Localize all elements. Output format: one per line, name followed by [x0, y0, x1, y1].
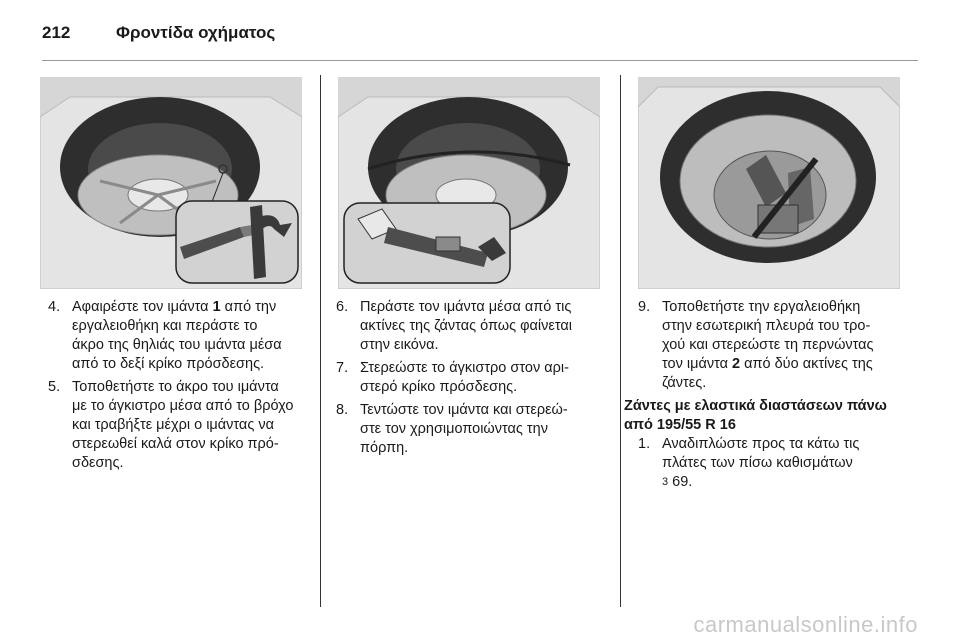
step-6	[336, 298, 612, 355]
page-reference[interactable]	[662, 473, 914, 493]
step-text: ζάντες.	[662, 375, 707, 391]
step-number: 8.	[336, 402, 349, 418]
section-heading-line: Ζάντες με ελαστικά διαστάσεων πάνω	[624, 398, 887, 414]
step-text: Τεντώστε τον ιμάντα και στερεώ-	[360, 402, 568, 418]
step-number: 1.	[638, 436, 651, 452]
step-text: Στερεώστε το άγκιστρο στον αρι-	[360, 360, 569, 376]
callout-number: 2	[732, 356, 741, 372]
step-text: από το δεξί κρίκο πρόσδεσης.	[72, 356, 265, 372]
step-number: 5.	[48, 379, 61, 395]
step-text: Αναδιπλώστε προς τα κάτω τις	[662, 436, 860, 452]
section-heading-line: από 195/55 R 16	[624, 417, 736, 433]
step-text: στην εικόνα.	[360, 337, 439, 353]
step-text: πόρπη.	[360, 440, 409, 456]
page-reference-text: 69.	[668, 474, 693, 490]
step-text: στην εσωτερική πλευρά του τρο-	[662, 318, 871, 334]
step-text: τον ιμάντα	[662, 356, 733, 372]
step-text: με το άγκιστρο μέσα από το βρόχο	[72, 398, 294, 414]
step-number: 9.	[638, 299, 651, 315]
watermark: carmanualsonline.info	[693, 612, 918, 637]
section-heading	[624, 397, 914, 435]
column-divider	[320, 75, 321, 607]
step-text: από δύο ακτίνες της	[740, 356, 873, 372]
step-5	[48, 378, 310, 473]
reference-arrow-icon: 3	[662, 476, 669, 488]
step-text: στερό κρίκο πρόσδεσης.	[360, 379, 518, 395]
step-text: και τραβήξτε μέχρι ο ιμάντας να	[72, 417, 274, 433]
step-number: 7.	[336, 360, 349, 376]
illustration	[40, 77, 302, 289]
step-text: Αφαιρέστε τον ιμάντα	[72, 299, 213, 315]
column-2-text	[336, 298, 612, 462]
step-text: χού και στερεώστε τη περνώντας	[662, 337, 874, 353]
step-1	[638, 435, 914, 493]
step-text: πλάτες των πίσω καθισμάτων	[662, 455, 853, 471]
step-text: σδεσης.	[72, 455, 124, 471]
column-1-text	[48, 298, 310, 477]
step-text: εργαλειοθήκη και περάστε το	[72, 318, 258, 334]
column-divider	[620, 75, 621, 607]
illustration	[638, 77, 900, 289]
step-text: από την	[220, 299, 277, 315]
step-7	[336, 359, 612, 397]
callout-number: 1	[212, 299, 221, 315]
page-number: 212	[42, 23, 71, 42]
header-rule	[42, 60, 918, 61]
step-9	[638, 298, 914, 393]
step-text: ακτίνες της ζάντας όπως φαίνεται	[360, 318, 572, 334]
figure-strap-through-rim	[338, 77, 600, 289]
step-8	[336, 401, 612, 458]
figure-toolbox-inside-wheel	[638, 77, 900, 289]
step-text: Τοποθετήστε το άκρο του ιμάντα	[72, 379, 279, 395]
figure-spare-wheel-strap-release	[40, 77, 302, 289]
page-title: Φροντίδα οχήματος	[116, 23, 276, 42]
column-3-text	[624, 298, 914, 497]
step-text: Περάστε τον ιμάντα μέσα από τις	[360, 299, 572, 315]
step-number: 6.	[336, 299, 349, 315]
step-text: άκρο της θηλιάς του ιμάντα μέσα	[72, 337, 282, 353]
page-header	[42, 18, 275, 48]
illustration	[338, 77, 600, 289]
step-text: στε τον χρησιμοποιώντας την	[360, 421, 548, 437]
step-number: 4.	[48, 299, 61, 315]
step-text: Τοποθετήστε την εργαλειοθήκη	[662, 299, 861, 315]
step-4	[48, 298, 310, 374]
step-text: στερεωθεί καλά στον κρίκο πρό-	[72, 436, 279, 452]
